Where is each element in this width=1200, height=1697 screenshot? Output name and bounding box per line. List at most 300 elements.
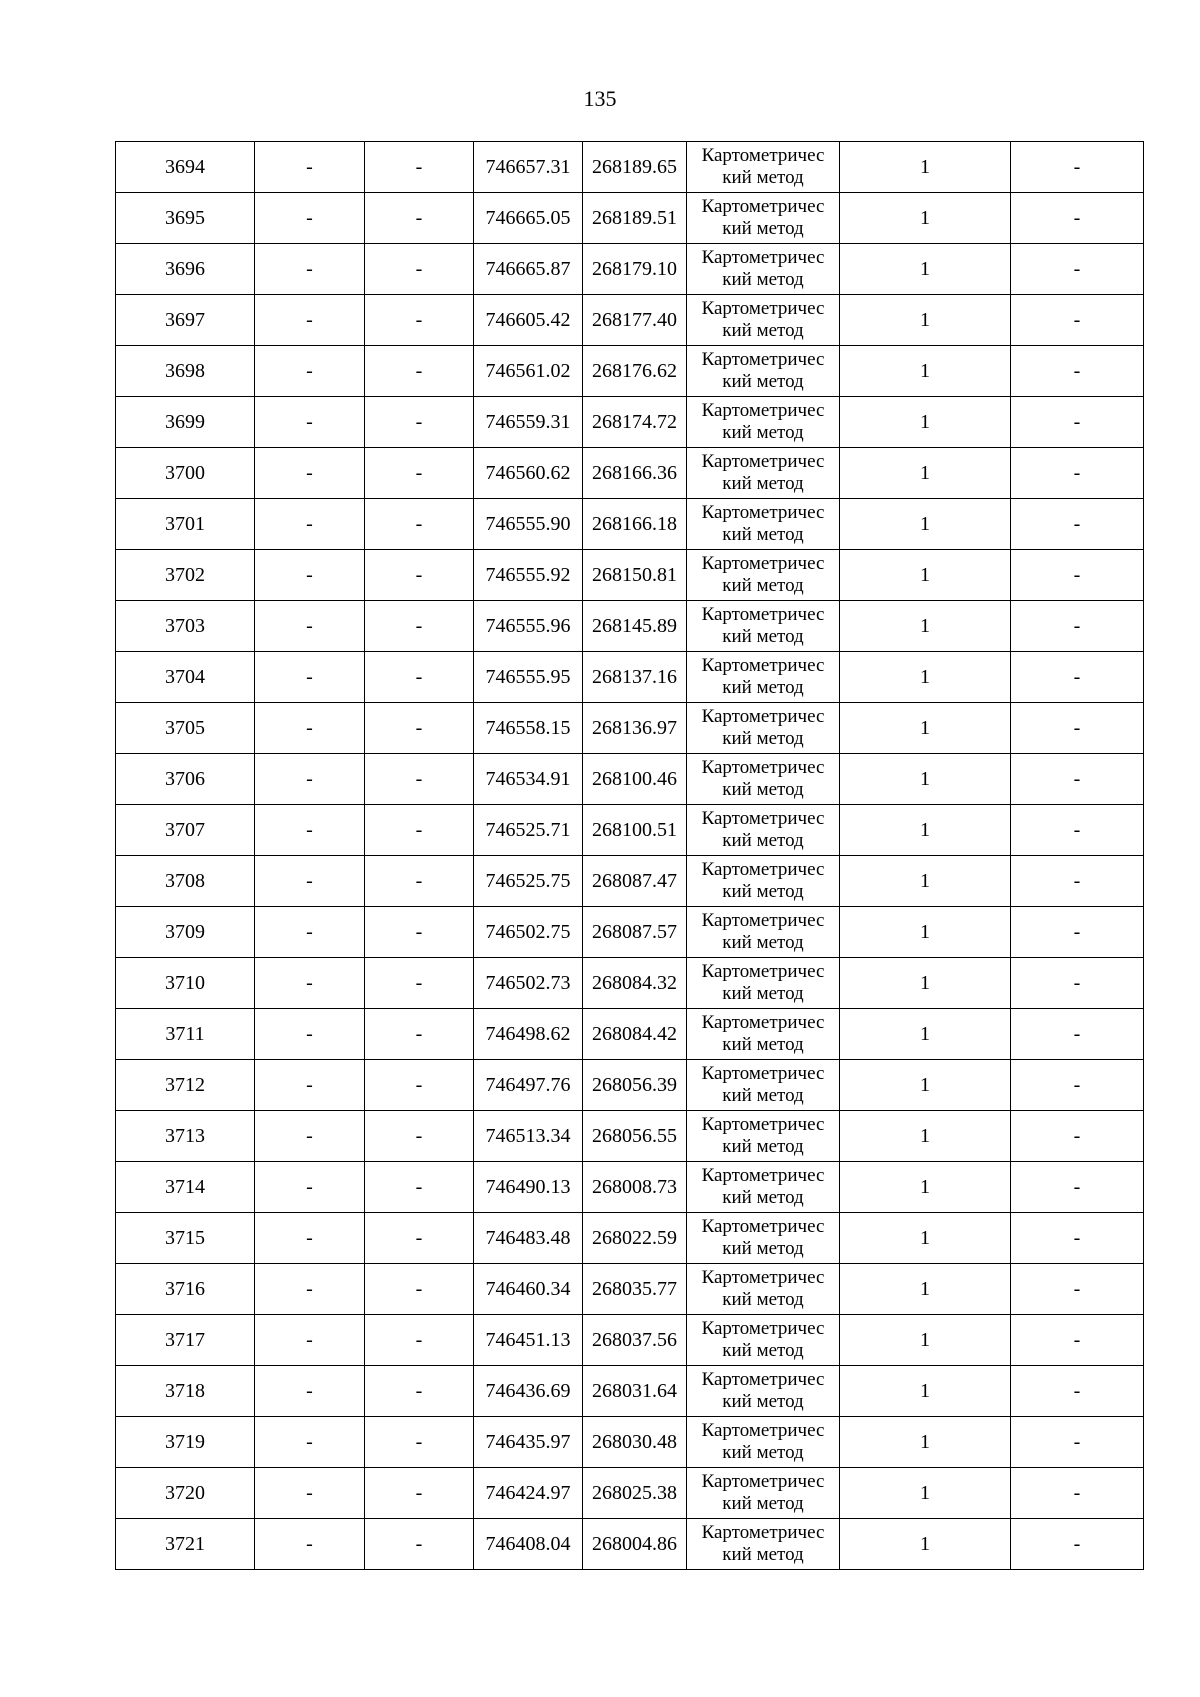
table-row: [116, 805, 1144, 856]
column-2-cell: -: [255, 754, 365, 805]
column-3-cell: -: [365, 1417, 474, 1468]
column-2-cell: -: [255, 142, 365, 193]
method-cell: [687, 805, 840, 856]
column-2-cell: -: [255, 958, 365, 1009]
column-2-cell: -: [255, 652, 365, 703]
column-2-cell: -: [255, 295, 365, 346]
last-column-cell: -: [1011, 1417, 1144, 1468]
precision-cell: 1: [840, 1213, 1011, 1264]
method-cell: [687, 754, 840, 805]
precision-cell: 1: [840, 142, 1011, 193]
precision-cell: 1: [840, 1315, 1011, 1366]
last-column-cell: -: [1011, 346, 1144, 397]
method-line-1: Картометричес: [701, 196, 825, 217]
point-number-cell: 3707: [116, 805, 255, 856]
method-line-1: Картометричес: [701, 451, 825, 472]
column-3-cell: -: [365, 244, 474, 295]
y-coordinate-cell: 268084.32: [583, 958, 687, 1009]
x-coordinate-cell: 746534.91: [474, 754, 583, 805]
x-coordinate-cell: 746513.34: [474, 1111, 583, 1162]
method-cell: [687, 1366, 840, 1417]
y-coordinate-cell: 268031.64: [583, 1366, 687, 1417]
point-number-cell: 3716: [116, 1264, 255, 1315]
point-number-cell: 3712: [116, 1060, 255, 1111]
method-line-1: Картометричес: [701, 757, 825, 778]
x-coordinate-cell: 746451.13: [474, 1315, 583, 1366]
method-cell: [687, 142, 840, 193]
method-line-2: кий метод: [722, 881, 804, 902]
point-number-cell: 3701: [116, 499, 255, 550]
table-row: [116, 958, 1144, 1009]
table-row: [116, 1417, 1144, 1468]
method-cell: [687, 1468, 840, 1519]
column-3-cell: -: [365, 856, 474, 907]
column-3-cell: -: [365, 703, 474, 754]
method-line-1: Картометричес: [701, 1471, 825, 1492]
method-line-2: кий метод: [722, 1544, 804, 1565]
method-cell: [687, 703, 840, 754]
method-cell: [687, 601, 840, 652]
x-coordinate-cell: 746502.73: [474, 958, 583, 1009]
point-number-cell: 3709: [116, 907, 255, 958]
x-coordinate-cell: 746460.34: [474, 1264, 583, 1315]
precision-cell: 1: [840, 448, 1011, 499]
table-row: [116, 193, 1144, 244]
method-cell: [687, 1060, 840, 1111]
point-number-cell: 3697: [116, 295, 255, 346]
column-2-cell: -: [255, 1519, 365, 1570]
table-row: [116, 1315, 1144, 1366]
method-cell: [687, 1009, 840, 1060]
method-line-2: кий метод: [722, 1136, 804, 1157]
last-column-cell: -: [1011, 1315, 1144, 1366]
method-line-1: Картометричес: [701, 910, 825, 931]
last-column-cell: -: [1011, 958, 1144, 1009]
y-coordinate-cell: 268030.48: [583, 1417, 687, 1468]
point-number-cell: 3710: [116, 958, 255, 1009]
x-coordinate-cell: 746559.31: [474, 397, 583, 448]
column-3-cell: -: [365, 1060, 474, 1111]
point-number-cell: 3703: [116, 601, 255, 652]
column-3-cell: -: [365, 1009, 474, 1060]
column-3-cell: -: [365, 499, 474, 550]
column-2-cell: -: [255, 499, 365, 550]
precision-cell: 1: [840, 703, 1011, 754]
method-line-1: Картометричес: [701, 655, 825, 676]
y-coordinate-cell: 268037.56: [583, 1315, 687, 1366]
method-line-1: Картометричес: [701, 1420, 825, 1441]
column-2-cell: -: [255, 1060, 365, 1111]
point-number-cell: 3718: [116, 1366, 255, 1417]
method-line-1: Картометричес: [701, 502, 825, 523]
last-column-cell: -: [1011, 1060, 1144, 1111]
method-line-1: Картометричес: [701, 247, 825, 268]
column-3-cell: -: [365, 142, 474, 193]
column-3-cell: -: [365, 907, 474, 958]
y-coordinate-cell: 268084.42: [583, 1009, 687, 1060]
table-row: [116, 907, 1144, 958]
precision-cell: 1: [840, 1468, 1011, 1519]
column-3-cell: -: [365, 448, 474, 499]
precision-cell: 1: [840, 499, 1011, 550]
x-coordinate-cell: 746498.62: [474, 1009, 583, 1060]
y-coordinate-cell: 268177.40: [583, 295, 687, 346]
x-coordinate-cell: 746665.05: [474, 193, 583, 244]
y-coordinate-cell: 268004.86: [583, 1519, 687, 1570]
point-number-cell: 3706: [116, 754, 255, 805]
precision-cell: 1: [840, 1264, 1011, 1315]
precision-cell: 1: [840, 550, 1011, 601]
column-3-cell: -: [365, 193, 474, 244]
last-column-cell: -: [1011, 499, 1144, 550]
last-column-cell: -: [1011, 448, 1144, 499]
coordinates-table: [115, 141, 1144, 1570]
column-3-cell: -: [365, 958, 474, 1009]
method-cell: [687, 550, 840, 601]
method-line-2: кий метод: [722, 677, 804, 698]
x-coordinate-cell: 746502.75: [474, 907, 583, 958]
x-coordinate-cell: 746555.96: [474, 601, 583, 652]
last-column-cell: -: [1011, 703, 1144, 754]
precision-cell: 1: [840, 397, 1011, 448]
method-cell: [687, 1213, 840, 1264]
precision-cell: 1: [840, 754, 1011, 805]
column-2-cell: -: [255, 1009, 365, 1060]
column-2-cell: -: [255, 193, 365, 244]
method-cell: [687, 448, 840, 499]
table-row: [116, 754, 1144, 805]
table-row: [116, 703, 1144, 754]
y-coordinate-cell: 268174.72: [583, 397, 687, 448]
last-column-cell: -: [1011, 652, 1144, 703]
column-2-cell: -: [255, 1264, 365, 1315]
last-column-cell: -: [1011, 1009, 1144, 1060]
precision-cell: 1: [840, 193, 1011, 244]
precision-cell: 1: [840, 244, 1011, 295]
table-row: [116, 295, 1144, 346]
y-coordinate-cell: 268087.47: [583, 856, 687, 907]
precision-cell: 1: [840, 1366, 1011, 1417]
column-2-cell: -: [255, 601, 365, 652]
precision-cell: 1: [840, 1009, 1011, 1060]
method-line-2: кий метод: [722, 1034, 804, 1055]
column-2-cell: -: [255, 907, 365, 958]
last-column-cell: -: [1011, 1468, 1144, 1519]
method-cell: [687, 652, 840, 703]
column-2-cell: -: [255, 703, 365, 754]
column-2-cell: -: [255, 346, 365, 397]
point-number-cell: 3695: [116, 193, 255, 244]
column-3-cell: -: [365, 1213, 474, 1264]
last-column-cell: -: [1011, 1264, 1144, 1315]
column-3-cell: -: [365, 1468, 474, 1519]
table-row: [116, 346, 1144, 397]
x-coordinate-cell: 746497.76: [474, 1060, 583, 1111]
table-row: [116, 499, 1144, 550]
method-cell: [687, 193, 840, 244]
column-3-cell: -: [365, 1162, 474, 1213]
x-coordinate-cell: 746483.48: [474, 1213, 583, 1264]
method-cell: [687, 244, 840, 295]
table-row: [116, 652, 1144, 703]
column-2-cell: -: [255, 805, 365, 856]
method-line-2: кий метод: [722, 1442, 804, 1463]
column-3-cell: -: [365, 601, 474, 652]
last-column-cell: -: [1011, 244, 1144, 295]
column-2-cell: -: [255, 448, 365, 499]
x-coordinate-cell: 746435.97: [474, 1417, 583, 1468]
point-number-cell: 3699: [116, 397, 255, 448]
method-cell: [687, 1264, 840, 1315]
method-cell: [687, 1315, 840, 1366]
column-3-cell: -: [365, 1315, 474, 1366]
method-line-2: кий метод: [722, 1238, 804, 1259]
method-line-2: кий метод: [722, 269, 804, 290]
method-line-1: Картометричес: [701, 145, 825, 166]
table-row: [116, 1162, 1144, 1213]
last-column-cell: -: [1011, 1111, 1144, 1162]
table-row: [116, 1264, 1144, 1315]
last-column-cell: -: [1011, 550, 1144, 601]
column-3-cell: -: [365, 295, 474, 346]
y-coordinate-cell: 268056.39: [583, 1060, 687, 1111]
method-line-2: кий метод: [722, 1085, 804, 1106]
column-2-cell: -: [255, 856, 365, 907]
y-coordinate-cell: 268087.57: [583, 907, 687, 958]
method-line-1: Картометричес: [701, 1012, 825, 1033]
y-coordinate-cell: 268166.36: [583, 448, 687, 499]
column-2-cell: -: [255, 1315, 365, 1366]
point-number-cell: 3717: [116, 1315, 255, 1366]
x-coordinate-cell: 746555.90: [474, 499, 583, 550]
method-line-1: Картометричес: [701, 1216, 825, 1237]
x-coordinate-cell: 746665.87: [474, 244, 583, 295]
table-row: [116, 1111, 1144, 1162]
y-coordinate-cell: 268022.59: [583, 1213, 687, 1264]
column-2-cell: -: [255, 1417, 365, 1468]
method-line-2: кий метод: [722, 1187, 804, 1208]
method-line-2: кий метод: [722, 1391, 804, 1412]
column-2-cell: -: [255, 1468, 365, 1519]
column-3-cell: -: [365, 346, 474, 397]
y-coordinate-cell: 268008.73: [583, 1162, 687, 1213]
method-line-1: Картометричес: [701, 298, 825, 319]
last-column-cell: -: [1011, 142, 1144, 193]
table-row: [116, 856, 1144, 907]
point-number-cell: 3719: [116, 1417, 255, 1468]
method-line-1: Картометричес: [701, 553, 825, 574]
method-line-2: кий метод: [722, 575, 804, 596]
point-number-cell: 3713: [116, 1111, 255, 1162]
last-column-cell: -: [1011, 805, 1144, 856]
x-coordinate-cell: 746525.71: [474, 805, 583, 856]
y-coordinate-cell: 268035.77: [583, 1264, 687, 1315]
column-3-cell: -: [365, 1366, 474, 1417]
x-coordinate-cell: 746605.42: [474, 295, 583, 346]
table-row: [116, 1009, 1144, 1060]
column-2-cell: -: [255, 1111, 365, 1162]
table-row: [116, 142, 1144, 193]
point-number-cell: 3700: [116, 448, 255, 499]
method-line-2: кий метод: [722, 1340, 804, 1361]
y-coordinate-cell: 268025.38: [583, 1468, 687, 1519]
point-number-cell: 3694: [116, 142, 255, 193]
precision-cell: 1: [840, 652, 1011, 703]
last-column-cell: -: [1011, 1213, 1144, 1264]
page-number: 135: [583, 86, 617, 111]
method-line-1: Картометричес: [701, 349, 825, 370]
point-number-cell: 3715: [116, 1213, 255, 1264]
y-coordinate-cell: 268189.65: [583, 142, 687, 193]
last-column-cell: -: [1011, 295, 1144, 346]
column-2-cell: -: [255, 244, 365, 295]
method-line-1: Картометричес: [701, 400, 825, 421]
method-line-2: кий метод: [722, 320, 804, 341]
method-cell: [687, 397, 840, 448]
method-line-2: кий метод: [722, 167, 804, 188]
last-column-cell: -: [1011, 193, 1144, 244]
last-column-cell: -: [1011, 1162, 1144, 1213]
column-3-cell: -: [365, 754, 474, 805]
x-coordinate-cell: 746561.02: [474, 346, 583, 397]
method-cell: [687, 1162, 840, 1213]
method-line-2: кий метод: [722, 779, 804, 800]
x-coordinate-cell: 746555.92: [474, 550, 583, 601]
column-3-cell: -: [365, 805, 474, 856]
table-row: [116, 601, 1144, 652]
method-line-2: кий метод: [722, 830, 804, 851]
point-number-cell: 3708: [116, 856, 255, 907]
table-row: [116, 1213, 1144, 1264]
method-line-2: кий метод: [722, 1493, 804, 1514]
method-cell: [687, 1111, 840, 1162]
precision-cell: 1: [840, 805, 1011, 856]
table-row: [116, 1519, 1144, 1570]
point-number-cell: 3702: [116, 550, 255, 601]
point-number-cell: 3704: [116, 652, 255, 703]
precision-cell: 1: [840, 1111, 1011, 1162]
column-2-cell: -: [255, 1162, 365, 1213]
precision-cell: 1: [840, 295, 1011, 346]
column-3-cell: -: [365, 652, 474, 703]
method-line-2: кий метод: [722, 422, 804, 443]
last-column-cell: -: [1011, 1366, 1144, 1417]
method-line-1: Картометричес: [701, 1114, 825, 1135]
method-line-2: кий метод: [722, 932, 804, 953]
y-coordinate-cell: 268176.62: [583, 346, 687, 397]
method-line-1: Картометричес: [701, 808, 825, 829]
x-coordinate-cell: 746560.62: [474, 448, 583, 499]
method-cell: [687, 1417, 840, 1468]
method-line-1: Картометричес: [701, 1063, 825, 1084]
table-row: [116, 397, 1144, 448]
method-line-1: Картометричес: [701, 961, 825, 982]
precision-cell: 1: [840, 1060, 1011, 1111]
last-column-cell: -: [1011, 856, 1144, 907]
x-coordinate-cell: 746657.31: [474, 142, 583, 193]
column-3-cell: -: [365, 550, 474, 601]
y-coordinate-cell: 268100.51: [583, 805, 687, 856]
column-3-cell: -: [365, 1519, 474, 1570]
method-line-2: кий метод: [722, 626, 804, 647]
column-2-cell: -: [255, 550, 365, 601]
method-line-2: кий метод: [722, 473, 804, 494]
method-line-1: Картометричес: [701, 1369, 825, 1390]
precision-cell: 1: [840, 601, 1011, 652]
method-line-2: кий метод: [722, 983, 804, 1004]
point-number-cell: 3696: [116, 244, 255, 295]
point-number-cell: 3714: [116, 1162, 255, 1213]
method-line-1: Картометричес: [701, 859, 825, 880]
method-line-2: кий метод: [722, 218, 804, 239]
column-2-cell: -: [255, 397, 365, 448]
method-line-2: кий метод: [722, 371, 804, 392]
point-number-cell: 3698: [116, 346, 255, 397]
method-cell: [687, 856, 840, 907]
y-coordinate-cell: 268166.18: [583, 499, 687, 550]
table-row: [116, 1060, 1144, 1111]
last-column-cell: -: [1011, 754, 1144, 805]
method-line-1: Картометричес: [701, 604, 825, 625]
x-coordinate-cell: 746436.69: [474, 1366, 583, 1417]
x-coordinate-cell: 746490.13: [474, 1162, 583, 1213]
point-number-cell: 3705: [116, 703, 255, 754]
method-line-2: кий метод: [722, 1289, 804, 1310]
y-coordinate-cell: 268100.46: [583, 754, 687, 805]
last-column-cell: -: [1011, 1519, 1144, 1570]
last-column-cell: -: [1011, 907, 1144, 958]
y-coordinate-cell: 268145.89: [583, 601, 687, 652]
x-coordinate-cell: 746424.97: [474, 1468, 583, 1519]
method-line-1: Картометричес: [701, 1522, 825, 1543]
precision-cell: 1: [840, 1162, 1011, 1213]
method-cell: [687, 958, 840, 1009]
method-cell: [687, 1519, 840, 1570]
table-row: [116, 550, 1144, 601]
point-number-cell: 3721: [116, 1519, 255, 1570]
x-coordinate-cell: 746525.75: [474, 856, 583, 907]
method-cell: [687, 907, 840, 958]
method-cell: [687, 346, 840, 397]
y-coordinate-cell: 268056.55: [583, 1111, 687, 1162]
last-column-cell: -: [1011, 397, 1144, 448]
method-line-1: Картометричес: [701, 1267, 825, 1288]
method-cell: [687, 295, 840, 346]
y-coordinate-cell: 268136.97: [583, 703, 687, 754]
y-coordinate-cell: 268189.51: [583, 193, 687, 244]
table-row: [116, 1468, 1144, 1519]
method-line-2: кий метод: [722, 728, 804, 749]
x-coordinate-cell: 746555.95: [474, 652, 583, 703]
x-coordinate-cell: 746558.15: [474, 703, 583, 754]
method-line-1: Картометричес: [701, 1165, 825, 1186]
table-body: [116, 142, 1144, 1570]
x-coordinate-cell: 746408.04: [474, 1519, 583, 1570]
point-number-cell: 3711: [116, 1009, 255, 1060]
method-line-1: Картометричес: [701, 706, 825, 727]
column-3-cell: -: [365, 397, 474, 448]
table-row: [116, 244, 1144, 295]
last-column-cell: -: [1011, 601, 1144, 652]
precision-cell: 1: [840, 1417, 1011, 1468]
precision-cell: 1: [840, 856, 1011, 907]
precision-cell: 1: [840, 907, 1011, 958]
method-cell: [687, 499, 840, 550]
table-row: [116, 448, 1144, 499]
precision-cell: 1: [840, 958, 1011, 1009]
method-line-1: Картометричес: [701, 1318, 825, 1339]
point-number-cell: 3720: [116, 1468, 255, 1519]
